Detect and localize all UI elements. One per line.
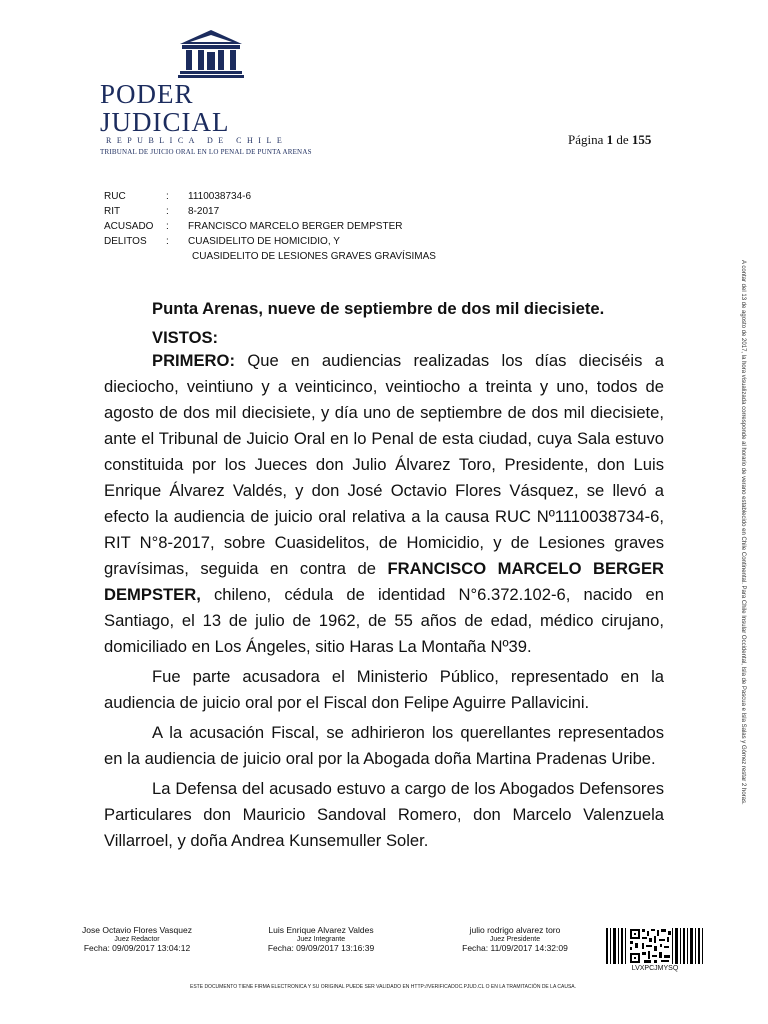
page-number: Página 1 de 155 xyxy=(568,132,652,147)
signature-block: Luis Enrique Alvarez Valdes Juez Integrante Fecha: 09/09/2017 13:16:39 xyxy=(267,925,375,953)
paragraph-defensa: La Defensa del acusado estuvo a cargo de los Abogados Defensores Particulares don Mauricio Sandoval Romero, don Marcelo Valenzuela Villarroel, y doña Andrea Kunsemuller Soler. xyxy=(104,779,664,850)
footer-validation-note: ESTE DOCUMENTO TIENE FIRMA ELECTRONICA Y SU ORIGINAL PUEDE SER VALIDADO EN HTTP://VERIFICADOC.PJUD.CL O EN LA TRAMITACIÓN DE LA CAUSA. xyxy=(190,984,577,990)
logo-subtitle: REPUBLICA DE CHILE xyxy=(106,136,288,145)
vertical-timezone-note: A contar del 13 de agosto de 2017, la hora visualizada corresponde al horario de verano establecido en Chile Continental. Para Chile Insular Occidental, Isla de Pascua e Isla Salas y Gómez restar 2 horas. xyxy=(740,260,746,805)
verification-barcode xyxy=(604,927,706,965)
meta-row-rit: RIT : 8-2017 xyxy=(104,206,220,217)
document-body xyxy=(104,296,664,854)
paragraph-primero: PRIMERO: Que en audiencias realizadas los días dieciséis a dieciocho, veintiuno y a veinticinco, veintiocho a treinta y uno, todos de agosto de dos mil diecisiete, y día uno de septiembre de dos mil diecisiete, ante el Tribunal de Juicio Oral en lo Penal de esta ciudad, cuya Sala estuvo constituida por los Jueces don Julio Álvarez Toro, Presidente, don Luis Enrique Álvarez Valdés, y don José Octavio Flores Vásquez, se llevó a efecto la audiencia de juicio oral relativa a la causa RUC Nº1110038734-6, RIT N°8-2017, sobre Cuasidelitos, de Homicidio, y de Lesiones graves gravísimas, seguida en contra de FRANCISCO MARCELO BERGER DEMPSTER, chileno, cédula de identidad N°6.372.102-6, nacido en Santiago, el 13 de julio de 1962, de 55 años de edad, médico cirujano, domiciliado en Los Ángeles, sitio Haras La Montaña Nº39. xyxy=(104,351,664,656)
logo-title: PODER JUDICIAL xyxy=(100,79,230,137)
paragraph-acusadora: Fue parte acusadora el Ministerio Público, representado en la audiencia de juicio oral por el Fiscal don Felipe Aguirre Pallavicini. xyxy=(104,667,664,712)
dateline: Punta Arenas, nueve de septiembre de dos mil diecisiete. xyxy=(152,299,605,318)
court-name: TRIBUNAL DE JUICIO ORAL EN LO PENAL DE PUNTA ARENAS xyxy=(100,148,312,156)
verification-code: LVXPCJMYSQ xyxy=(631,965,679,972)
meta-row-ruc: RUC : 1110038734-6 xyxy=(104,191,252,202)
meta-row-delitos: DELITOS : CUASIDELITO DE HOMICIDIO, Y xyxy=(104,236,340,247)
primero-label: PRIMERO: xyxy=(152,351,235,370)
vistos-heading: VISTOS: xyxy=(152,328,219,347)
courthouse-icon xyxy=(176,28,246,78)
poder-judicial-logo xyxy=(100,28,320,156)
accused-name: FRANCISCO MARCELO BERGER DEMPSTER, xyxy=(104,559,664,604)
meta-continuation: CUASIDELITO DE LESIONES GRAVES GRAVÍSIMAS xyxy=(192,251,436,262)
meta-row-acusado: ACUSADO : FRANCISCO MARCELO BERGER DEMPSTER xyxy=(104,221,403,232)
case-metadata xyxy=(104,189,436,264)
signature-block: Jose Octavio Flores Vasquez Juez Redactor Fecha: 09/09/2017 13:04:12 xyxy=(82,925,192,953)
paragraph-querellantes: A la acusación Fiscal, se adhirieron los querellantes representados en la audiencia de juicio oral por la Abogada doña Martina Pradenas Uribe. xyxy=(104,723,664,768)
signature-block: julio rodrigo alvarez toro Juez Presidente Fecha: 11/09/2017 14:32:09 xyxy=(462,925,568,953)
